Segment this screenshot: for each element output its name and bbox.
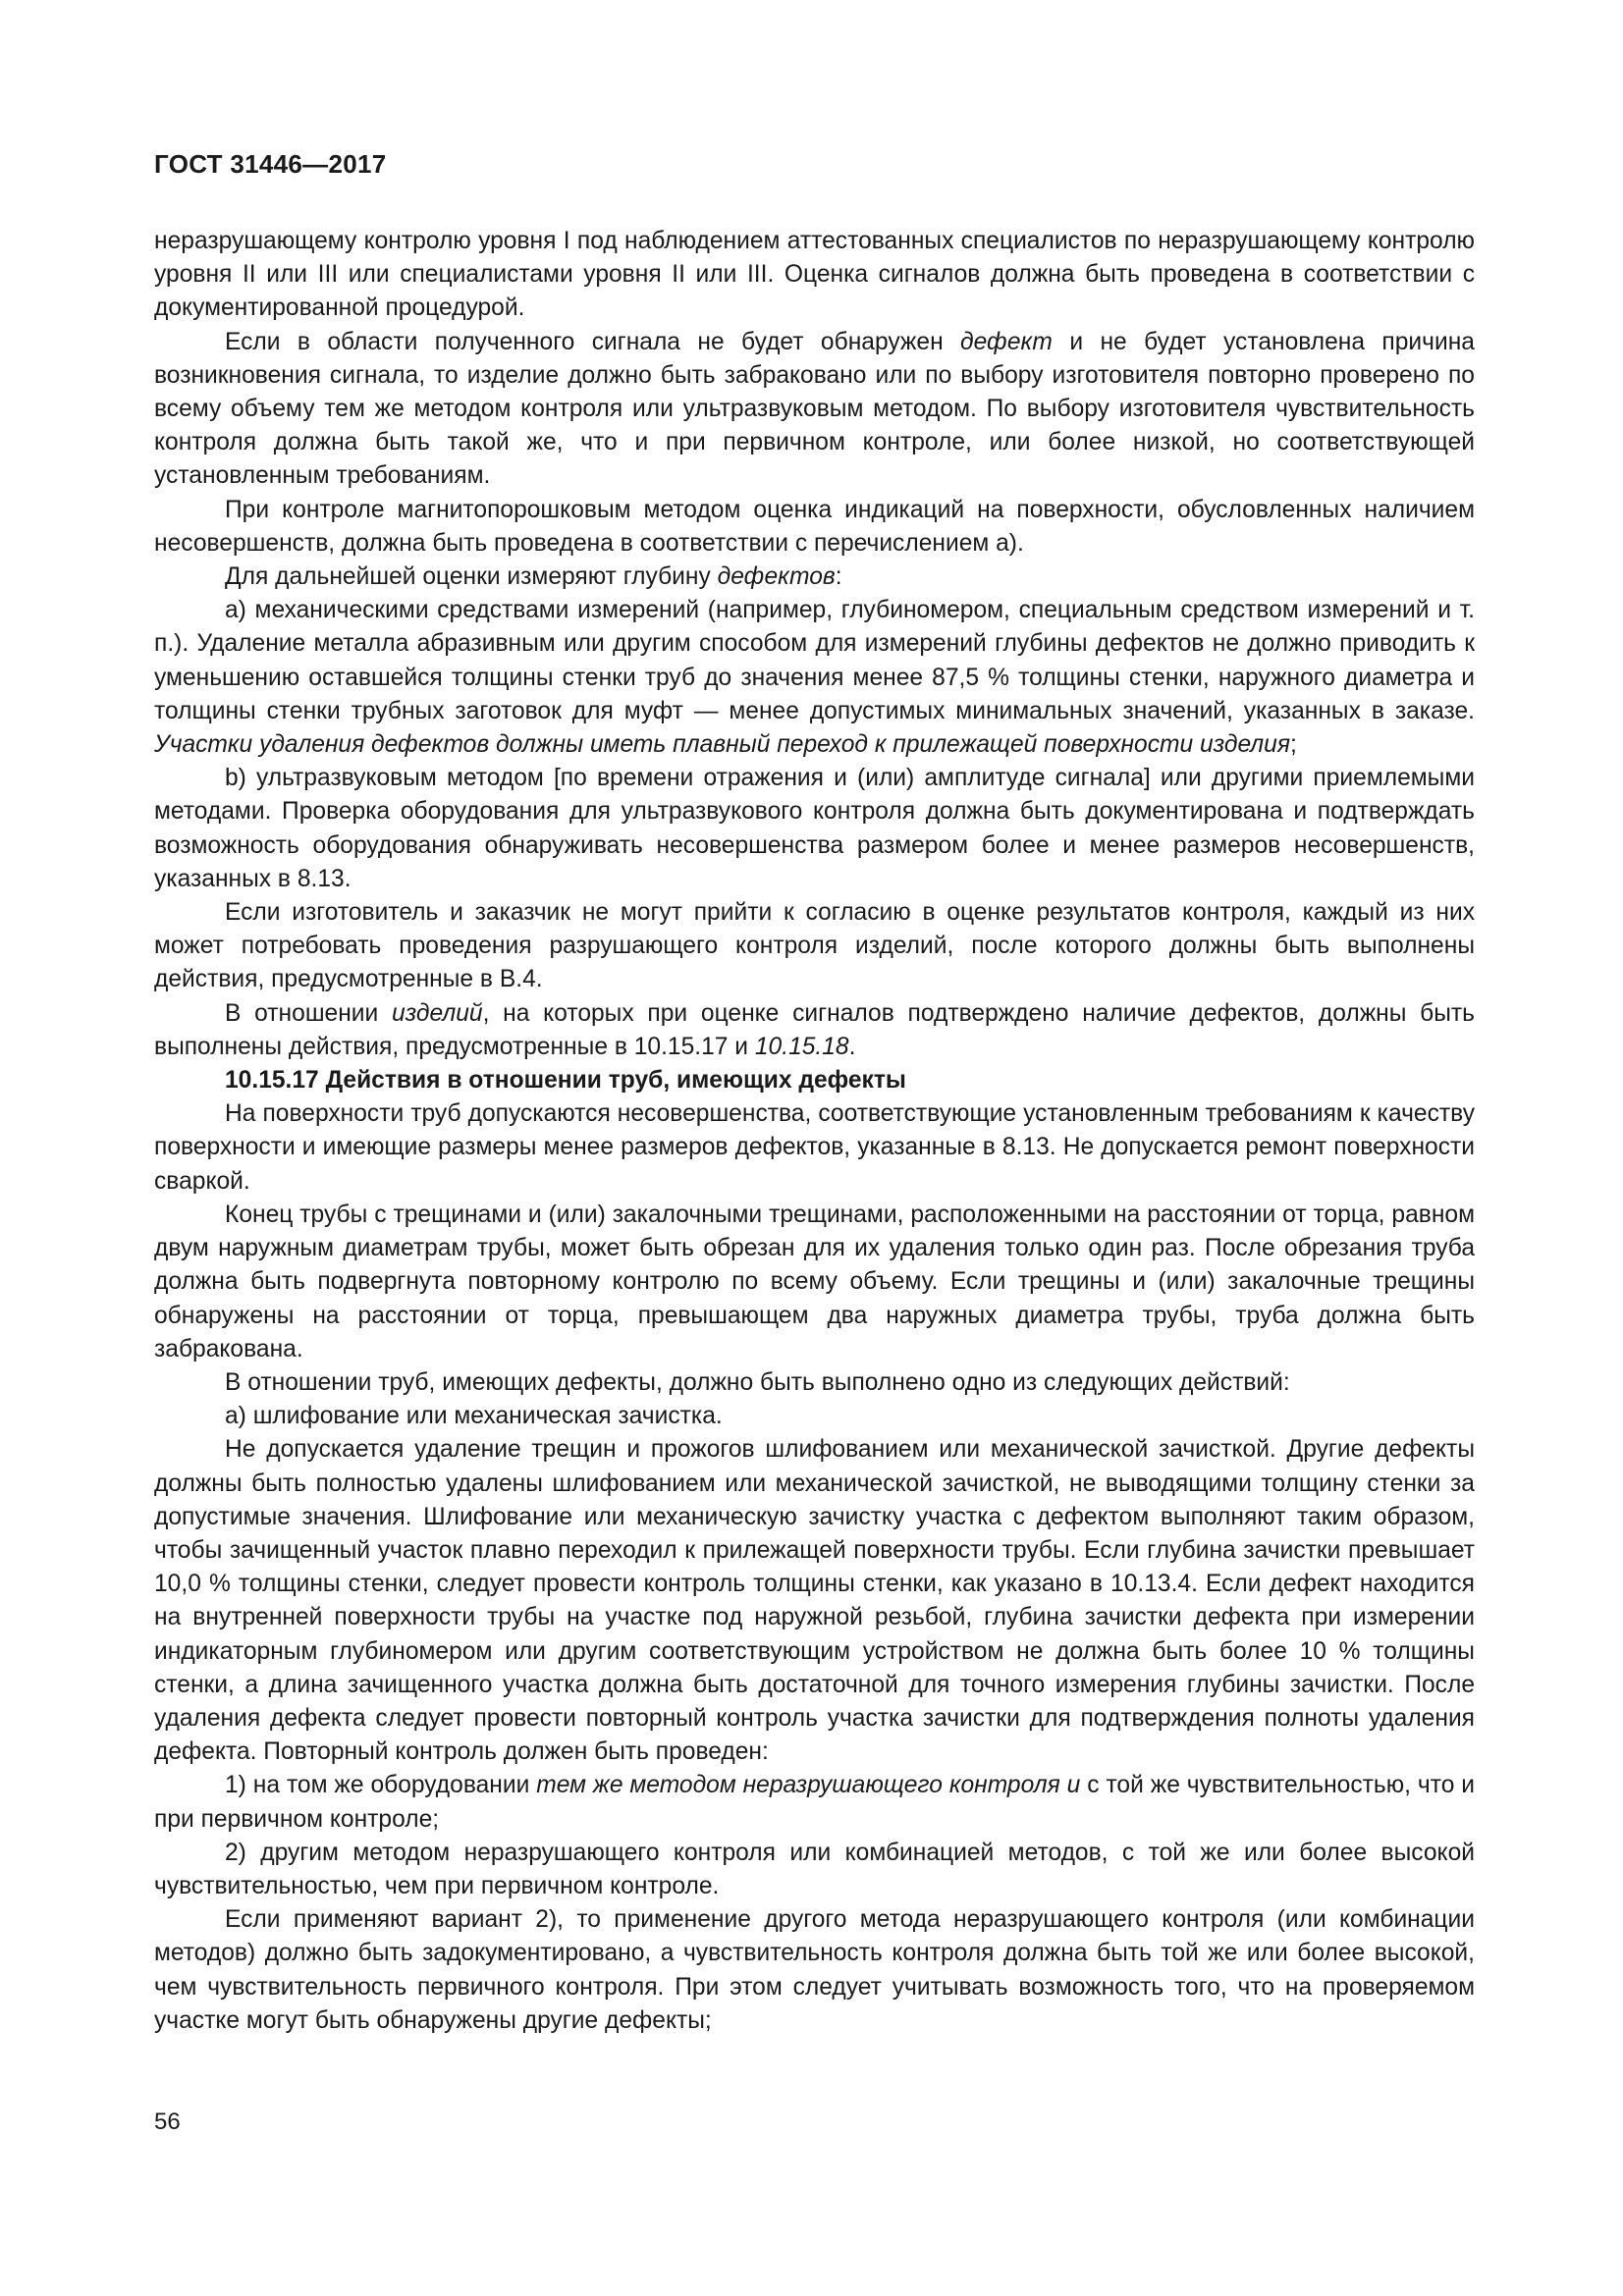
document-body (154, 225, 1475, 2038)
paragraph: Конец трубы с трещинами и (или) закалочными трещинами, расположенными на расстоянии от торца, равном двум наружным диаметрам трубы, может быть обрезан для их удаления только один раз. После обрезания труба должна быть подвергнута повторному контролю по всему объему. Если трещины и (или) закалочные трещины обнаружены на расстоянии от торца, превышающем два наружных диаметра трубы, труба должна быть забракована. (154, 1201, 1475, 1362)
document-header: ГОСТ 31446—2017 (154, 149, 387, 179)
paragraph: Не допускается удаление трещин и прожогов шлифованием или механической зачисткой. Другие дефекты должны быть полностью удалены шлифованием или механической зачисткой, не выводящими толщину стенки за допустимые значения. Шлифование или механическую зачистку участка с дефектом выполняют таким образом, чтобы зачищенный участок плавно переходил к прилежащей поверхности трубы. Если глубина зачистки превышает 10,0 % толщины стенки, следует провести контроль толщины стенки, как указано в 10.13.4. Если дефект находится на внутренней поверхности трубы на участке под наружной резьбой, глубина зачистки дефекта при измерении индикаторным глубиномером или другим соответствующим устройством не должна быть более 10 % толщины стенки, а длина зачищенного участка должна быть достаточной для точного измерения глубины зачистки. После удаления дефекта следует провести повторный контроль участка зачистки для подтверждения полноты удаления дефекта. Повторный контроль должен быть проведен: (154, 1436, 1475, 1766)
paragraph: Если изготовитель и заказчик не могут прийти к согласию в оценке результатов контроля, каждый из них может потребовать проведения разрушающего контроля изделий, после которого должны быть выполнены действия, предусмотренные в В.4. (154, 899, 1475, 993)
list-item: b) ультразвуковым методом [по времени отражения и (или) амплитуде сигнала] или другими приемлемыми методами. Проверка оборудования для ультразвукового контроля должна быть документирована и подтверждать возможность оборудования обнаруживать несовершенства размером более и менее размеров несовершенств, указанных в 8.13. (154, 765, 1475, 892)
paragraph: В отношении труб, имеющих дефекты, должно быть выполнено одно из следующих действий: (225, 1368, 1290, 1396)
paragraph: Если в области полученного сигнала не будет обнаружен дефект и не будет установлена причина возникновения сигнала, то изделие должно быть забраковано или по выбору изготовителя повторно проверено по всему объему тем же методом контроля или ультразвуковым методом. По выбору изготовителя чувствительность контроля должна быть такой же, что и при первичном контроле, или более низкой, но соответствующей установленным требованиям. (154, 328, 1475, 490)
paragraph: На поверхности труб допускаются несовершенства, соответствующие установленным требованиям к качеству поверхности и имеющие размеры менее размеров дефектов, указанные в 8.13. Не допускается ремонт поверхности сваркой. (154, 1100, 1475, 1195)
list-item: a) механическими средствами измерений (например, глубиномером, специальным средством измерений и т. п.). Удаление металла абразивным или другим способом для измерений глубины дефектов не должно приводить к уменьшению оставшейся толщины стенки труб до значения менее 87,5 % толщины стенки, наружного диаметра и толщины стенки трубных заготовок для муфт — менее допустимых минимальных значений, указанных в заказе. Участки удаления дефектов должны иметь плавный переход к прилежащей поверхности изделия; (154, 597, 1475, 759)
list-item: 2) другим методом неразрушающего контроля или комбинацией методов, с той же или более высокой чувствительностью, чем при первичном контроле. (154, 1839, 1475, 1899)
paragraph: В отношении изделий, на которых при оценке сигналов подтверждено наличие дефектов, должны быть выполнены действия, предусмотренные в 10.15.17 и 10.15.18. (154, 999, 1475, 1060)
page-number: 56 (154, 2109, 181, 2135)
list-item: 1) на том же оборудовании тем же методом неразрушающего контроля и с той же чувствительностью, что и при первичном контроле; (154, 1772, 1476, 1833)
section-heading: 10.15.17 Действия в отношении труб, имеющих дефекты (225, 1067, 906, 1095)
paragraph: Для дальнейшей оценки измеряют глубину дефектов: (225, 563, 842, 591)
list-item: a) шлифование или механическая зачистка. (225, 1403, 723, 1430)
paragraph: неразрушающему контролю уровня I под наблюдением аттестованных специалистов по неразрушающему контролю уровня II или III или специалистами уровня II или III. Оценка сигналов должна быть проведена в соответствии с документированной процедурой. (154, 228, 1475, 322)
paragraph: При контроле магнитопорошковым методом оценка индикаций на поверхности, обусловленных наличием несовершенств, должна быть проведена в соответствии с перечислением а). (154, 496, 1475, 557)
paragraph: Если применяют вариант 2), то применение другого метода неразрушающего контроля (или комбинации методов) должно быть задокументировано, а чувствительность контроля должна быть той же или более высокой, чем чувствительность первичного контроля. При этом следует учитывать возможность того, что на проверяемом участке могут быть обнаружены другие дефекты; (154, 1906, 1475, 2034)
